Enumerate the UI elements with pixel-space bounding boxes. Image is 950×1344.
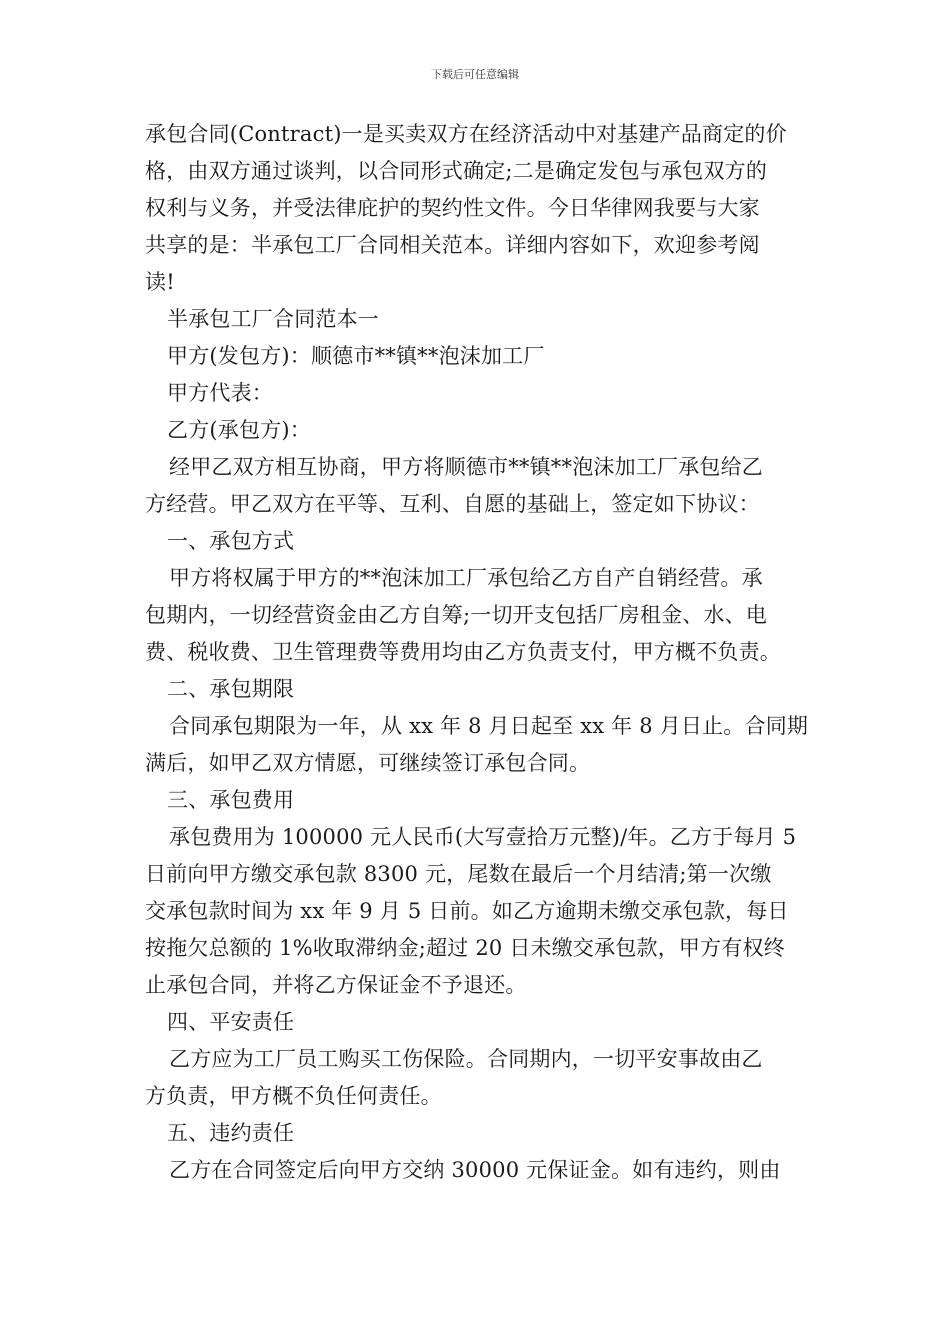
paragraph-line: 共享的是：半承包工厂合同相关范本。详细内容如下，欢迎参考阅 — [145, 233, 760, 257]
section-heading: 四、平安责任 — [167, 1010, 295, 1034]
paragraph-line: 经甲乙双方相互协商，甲方将顺德市**镇**泡沫加工厂承包给乙 — [169, 455, 763, 479]
paragraph-line: 方负责，甲方概不负任何责任。 — [145, 1084, 442, 1108]
paragraph-line: 费、税收费、卫生管理费等费用均由乙方负责支付，甲方概不负责。 — [145, 640, 781, 664]
paragraph-line: 乙方应为工厂员工购买工伤保险。合同期内，一切平安事故由乙 — [169, 1047, 763, 1071]
paragraph-line: 读! — [145, 270, 175, 294]
section-heading: 二、承包期限 — [167, 677, 295, 701]
paragraph-line: 按拖欠总额的 1%收取滞纳金;超过 20 日未缴交承包款，甲方有权终 — [145, 936, 785, 960]
paragraph-line: 交承包款时间为 xx 年 9 月 5 日前。如乙方逾期未缴交承包款，每日 — [145, 899, 789, 923]
section-heading: 一、承包方式 — [167, 529, 295, 553]
paragraph-line: 承包费用为 100000 元人民币(大写壹拾万元整)/年。乙方于每月 5 — [169, 825, 797, 849]
paragraph-line: 合同承包期限为一年，从 xx 年 8 月日起至 xx 年 8 月日止。合同期 — [169, 714, 809, 738]
page-header: 下载后可任意编辑 — [431, 68, 519, 81]
section-heading: 五、违约责任 — [167, 1121, 295, 1145]
paragraph-line: 承包合同(Contract)一是买卖双方在经济活动中对基建产品商定的价 — [145, 122, 787, 146]
section-title: 半承包工厂合同范本一 — [167, 307, 379, 331]
document-body — [145, 116, 809, 1189]
paragraph-line: 日前向甲方缴交承包款 8300 元，尾数在最后一个月结清;第一次缴 — [145, 862, 772, 886]
paragraph-line: 乙方在合同签定后向甲方交纳 30000 元保证金。如有违约，则由 — [169, 1158, 781, 1182]
party-a-representative: 甲方代表： — [167, 381, 273, 405]
paragraph-line: 方经营。甲乙双方在平等、互利、自愿的基础上，签定如下协议： — [145, 492, 760, 516]
section-heading: 三、承包费用 — [167, 788, 295, 812]
paragraph-line: 包期内，一切经营资金由乙方自筹;一切开支包括厂房租金、水、电 — [145, 603, 768, 627]
paragraph-line: 甲方将权属于甲方的**泡沫加工厂承包给乙方自产自销经营。承 — [169, 566, 763, 590]
paragraph-line: 权利与义务，并受法律庇护的契约性文件。今日华律网我要与大家 — [145, 196, 760, 220]
party-a-line: 甲方(发包方)：顺德市**镇**泡沫加工厂 — [167, 344, 545, 368]
paragraph-line: 格，由双方通过谈判，以合同形式确定;二是确定发包与承包双方的 — [145, 159, 768, 183]
paragraph-line: 止承包合同，并将乙方保证金不予退还。 — [145, 973, 527, 997]
party-b-line: 乙方(承包方)： — [167, 418, 311, 442]
paragraph-line: 满后，如甲乙双方情愿，可继续签订承包合同。 — [145, 751, 591, 775]
